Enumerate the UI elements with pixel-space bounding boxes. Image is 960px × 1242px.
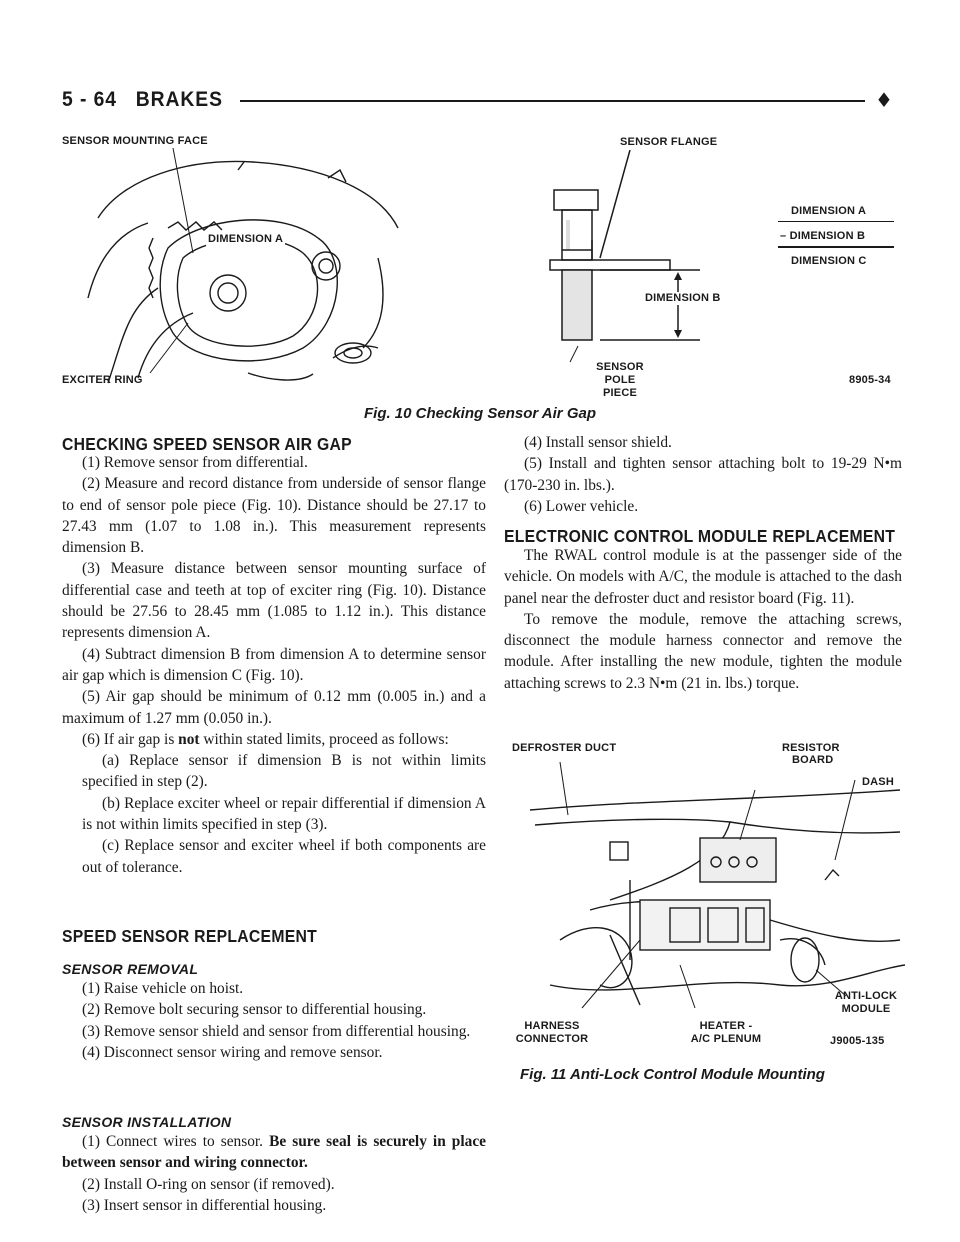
heading-speed-sensor-replacement: SPEED SENSOR REPLACEMENT xyxy=(62,926,318,946)
legend-rule-2 xyxy=(778,246,894,248)
label-resistor-board: RESISTOR BOARD xyxy=(782,742,840,766)
label-sensor-flange: SENSOR FLANGE xyxy=(620,136,718,148)
air-gap-step-4: (4) Subtract dimension B from dimension A to determine sensor air gap which is dimension C (Fig. 10). xyxy=(62,645,486,684)
fig11-module-drawing xyxy=(520,760,910,1020)
subheading-sensor-removal: SENSOR REMOVAL xyxy=(62,961,199,977)
removal-step-4: (4) Disconnect sensor wiring and remove sensor. xyxy=(82,1043,383,1061)
page-header xyxy=(62,88,223,112)
label-sensor-pole-piece: SENSOR POLE PIECE xyxy=(596,361,644,399)
module-paragraph-2: To remove the module, remove the attaching screws, disconnect the module harness connector and remove the module. After installing the new module, tighten the module attaching screws to 2.3 N•m (21 in. lbs.) torque. xyxy=(504,610,902,692)
fig11-code: J9005-135 xyxy=(830,1035,885,1047)
header-rule xyxy=(240,100,865,102)
page-number: 5 - 64 xyxy=(62,88,117,111)
label-defroster-duct: DEFROSTER DUCT xyxy=(512,742,617,754)
label-sensor-mounting-face: SENSOR MOUNTING FACE xyxy=(62,135,208,147)
subheading-sensor-installation: SENSOR INSTALLATION xyxy=(62,1114,232,1130)
legend-dimension-a: DIMENSION A xyxy=(791,205,867,217)
legend-dimension-c: DIMENSION C xyxy=(791,255,867,267)
install-step-6: (6) Lower vehicle. xyxy=(524,497,639,515)
air-gap-step-6a: (a) Replace sensor if dimension B is not within limits specified in step (2). xyxy=(82,752,486,791)
air-gap-step-6: (6) If air gap is not within stated limits, proceed as follows: xyxy=(82,730,449,748)
fig10-code: 8905-34 xyxy=(849,374,891,386)
air-gap-step-3: (3) Measure distance between sensor mounting surface of differential case and teeth at top of exciter ring (Fig. 10). Distance should be 27.56 to 28.45 mm (1.085 to 1.12 in.). This distance represents dimension A. xyxy=(62,560,486,642)
label-dash: DASH xyxy=(862,776,894,788)
install-step-1: (1) Connect wires to sensor. Be sure seal is securely in place between sensor and wiring connector. xyxy=(62,1133,486,1172)
fig10-caption: Fig. 10 Checking Sensor Air Gap xyxy=(363,405,596,422)
removal-step-2: (2) Remove bolt securing sensor to differential housing. xyxy=(82,1001,427,1019)
fig11-caption: Fig. 11 Anti-Lock Control Module Mounting xyxy=(520,1066,825,1083)
heading-control-module-replacement: ELECTRONIC CONTROL MODULE REPLACEMENT xyxy=(504,526,896,546)
section-title: BRAKES xyxy=(135,88,223,111)
label-anti-lock-module: ANTI-LOCK MODULE xyxy=(834,990,898,1015)
heading-checking-air-gap: CHECKING SPEED SENSOR AIR GAP xyxy=(62,434,352,454)
removal-step-1: (1) Raise vehicle on hoist. xyxy=(82,980,244,997)
module-procedure xyxy=(504,545,902,694)
installation-procedure xyxy=(62,1131,486,1216)
install-step-4: (4) Install sensor shield. xyxy=(524,434,672,451)
fig10-sensor-drawing xyxy=(540,150,700,380)
header-marker: ♦ xyxy=(875,88,893,112)
removal-procedure xyxy=(62,978,486,1063)
label-heater-ac-plenum: HEATER - A/C PLENUM xyxy=(690,1020,762,1045)
legend-dimension-b: – DIMENSION B xyxy=(780,230,866,242)
air-gap-step-6b: (b) Replace exciter wheel or repair differential if dimension A is not within limits specified in step (3). xyxy=(82,794,486,834)
air-gap-step-6c: (c) Replace sensor and exciter wheel if both components are out of tolerance. xyxy=(82,837,486,876)
install-continued xyxy=(504,432,902,517)
label-exciter-ring: EXCITER RING xyxy=(62,374,143,386)
install-step-2: (2) Install O-ring on sensor (if removed). xyxy=(82,1175,335,1193)
label-harness-connector: HARNESS CONNECTOR xyxy=(515,1020,589,1045)
air-gap-step-2: (2) Measure and record distance from underside of sensor flange to end of sensor pole piece (Fig. 10). Distance should be 27.17 to 27.43 mm (1.07 to 1.08 in.). This measurement represents dimension B. xyxy=(62,475,486,557)
removal-step-3: (3) Remove sensor shield and sensor from differential housing. xyxy=(82,1022,471,1040)
install-step-3: (3) Insert sensor in differential housing. xyxy=(82,1196,327,1214)
module-paragraph-1: The RWAL control module is at the passenger side of the vehicle. On models with A/C, the module is attached to the dash panel near the defroster duct and resistor board (Fig. 11). xyxy=(504,547,902,607)
install-step-5: (5) Install and tighten sensor attaching bolt to 19-29 N•m (170-230 in. lbs.). xyxy=(504,455,902,494)
label-dimension-b: DIMENSION B xyxy=(645,292,721,304)
air-gap-step-5: (5) Air gap should be minimum of 0.12 mm (0.005 in.) and a maximum of 1.27 mm (0.050 in.). xyxy=(62,688,486,727)
legend-rule-1 xyxy=(778,221,894,222)
air-gap-step-1: (1) Remove sensor from differential. xyxy=(82,454,308,471)
fig10-differential-drawing xyxy=(78,148,418,388)
air-gap-procedure xyxy=(62,452,486,878)
label-dimension-a-inset: DIMENSION A xyxy=(208,233,284,245)
